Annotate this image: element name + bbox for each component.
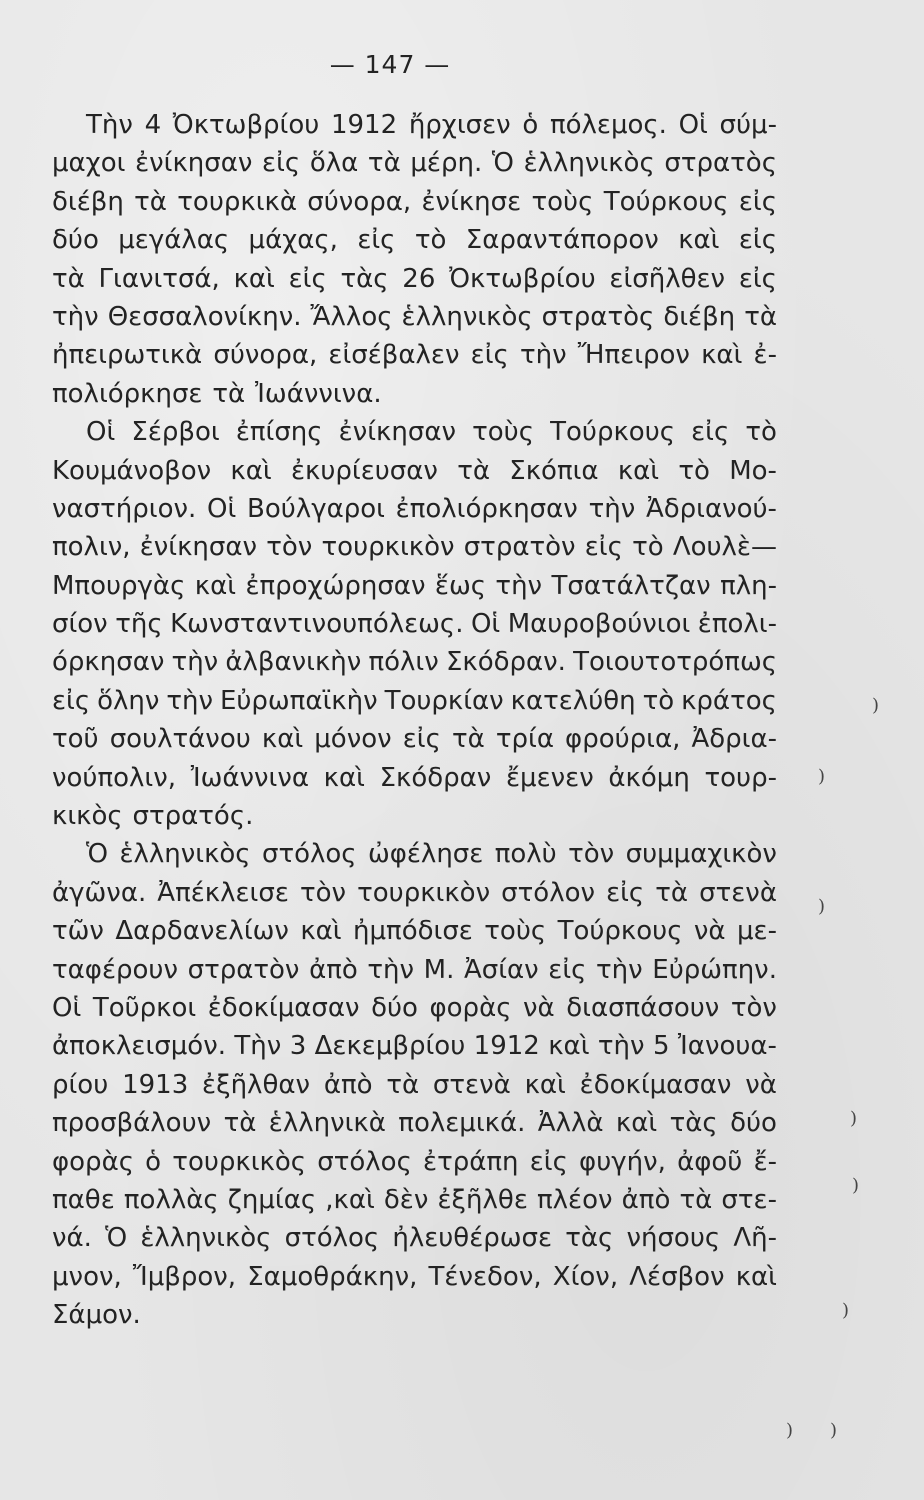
- text-line: τῶν Δαρδανελίων καὶ ἠμπόδισε τοὺς Τούρκους νὰ με-: [52, 916, 777, 947]
- margin-speck: ): [842, 1300, 850, 1321]
- text-line: νούπολιν, Ἰωάννινα καὶ Σκόδραν ἔμενεν ἀκόμη τουρ-: [52, 762, 777, 793]
- page-number: — 147 —: [329, 50, 451, 79]
- margin-speck: ): [786, 1420, 794, 1441]
- margin-speck: ): [852, 1175, 860, 1196]
- text-line: ἠπειρωτικὰ σύνορα, εἰσέβαλεν εἰς τὴν Ἤπειρον καὶ ἐ-: [52, 340, 777, 371]
- text-line: δύο μεγάλας μάχας, εἰς τὸ Σαραντάπορον καὶ εἰς: [52, 225, 777, 256]
- text-line: Τὴν 4 Ὀκτωβρίου 1912 ἤρχισεν ὁ πόλεμος. Οἱ σύμ-: [86, 110, 777, 140]
- text-line: Ὁ ἑλληνικὸς στόλος ὠφέλησε πολὺ τὸν συμμαχικὸν: [86, 839, 777, 870]
- margin-speck: ): [818, 896, 826, 917]
- text-line: Μπουργὰς καὶ ἐπροχώρησαν ἕως τὴν Τσατάλτζαν πλη-: [52, 570, 777, 601]
- text-line: Οἱ Τοῦρκοι ἐδοκίμασαν δύο φορὰς νὰ διασπάσουν τὸν: [52, 992, 777, 1023]
- text-line: Κουμάνοβον καὶ ἐκυρίευσαν τὰ Σκόπια καὶ τὸ Μο-: [52, 455, 777, 486]
- margin-speck: ): [872, 695, 880, 716]
- text-line: ρίου 1913 ἐξῆλθαν ἀπὸ τὰ στενὰ καὶ ἐδοκίμασαν νὰ: [52, 1069, 777, 1100]
- text-line: ἀγῶνα. Ἀπέκλεισε τὸν τουρκικὸν στόλον εἰς τὰ στενὰ: [52, 877, 777, 908]
- text-line: Οἱ Σέρβοι ἐπίσης ἐνίκησαν τοὺς Τούρκους εἰς τὸ: [86, 417, 777, 448]
- text-line: παθε πολλὰς ζημίας ,καὶ δὲν ἐξῆλθε πλέον ἀπὸ τὰ στε-: [52, 1184, 777, 1215]
- body-text: [52, 106, 777, 1335]
- text-line: τοῦ σουλτάνου καὶ μόνον εἰς τὰ τρία φρούρια, Ἀδρια-: [52, 724, 777, 755]
- text-line: σίον τῆς Κωνσταντινουπόλεως. Οἱ Μαυροβούνιοι ἐπολι-: [52, 609, 777, 640]
- margin-speck: ): [850, 1108, 858, 1129]
- text-line: μαχοι ἐνίκησαν εἰς ὅλα τὰ μέρη. Ὁ ἑλληνικὸς στρατὸς: [52, 148, 777, 179]
- text-line: πολιν, ἐνίκησαν τὸν τουρκικὸν στρατὸν εἰς τὸ Λουλὲ—: [52, 532, 777, 563]
- text-line: ταφέρουν στρατὸν ἀπὸ τὴν Μ. Ἀσίαν εἰς τὴν Εὐρώπην.: [52, 954, 777, 985]
- text-line: πολιόρκησε τὰ Ἰωάννινα.: [52, 378, 382, 409]
- text-line: τὴν Θεσσαλονίκην. Ἄλλος ἑλληνικὸς στρατὸς διέβη τὰ: [52, 301, 777, 332]
- text-line: μνον, Ἴμβρον, Σαμοθράκην, Τένεδον, Χίον, Λέσβον καὶ: [52, 1261, 777, 1292]
- text-line: εἰς ὅλην τὴν Εὐρωπαϊκὴν Τουρκίαν κατελύθη τὸ κράτος: [52, 685, 777, 716]
- text-line: τὰ Γιανιτσά, καὶ εἰς τὰς 26 Ὀκτωβρίου εἰσῆλθεν εἰς: [52, 263, 777, 294]
- text-line: Σάμον.: [52, 1300, 141, 1331]
- margin-speck: ): [818, 766, 826, 787]
- text-line: όρκησαν τὴν ἀλβανικὴν πόλιν Σκόδραν. Τοιουτοτρόπως: [52, 647, 777, 678]
- text-line: ἀποκλεισμόν. Τὴν 3 Δεκεμβρίου 1912 καὶ τὴν 5 Ἰανουα-: [52, 1031, 777, 1062]
- text-line: φορὰς ὁ τουρκικὸς στόλος ἐτράπη εἰς φυγήν, ἀφοῦ ἔ-: [52, 1146, 777, 1177]
- margin-speck: ): [830, 1420, 838, 1441]
- text-line: ναστήριον. Οἱ Βούλγαροι ἐπολιόρκησαν τὴν Ἀδριανού-: [52, 493, 777, 524]
- text-line: διέβη τὰ τουρκικὰ σύνορα, ἐνίκησε τοὺς Τούρκους εἰς: [52, 186, 777, 217]
- text-line: κικὸς στρατός.: [52, 801, 254, 832]
- text-line: προσβάλουν τὰ ἑλληνικὰ πολεμικά. Ἀλλὰ καὶ τὰς δύο: [52, 1108, 777, 1139]
- text-line: νά. Ὁ ἑλληνικὸς στόλος ἠλευθέρωσε τὰς νήσους Λῆ-: [52, 1223, 777, 1254]
